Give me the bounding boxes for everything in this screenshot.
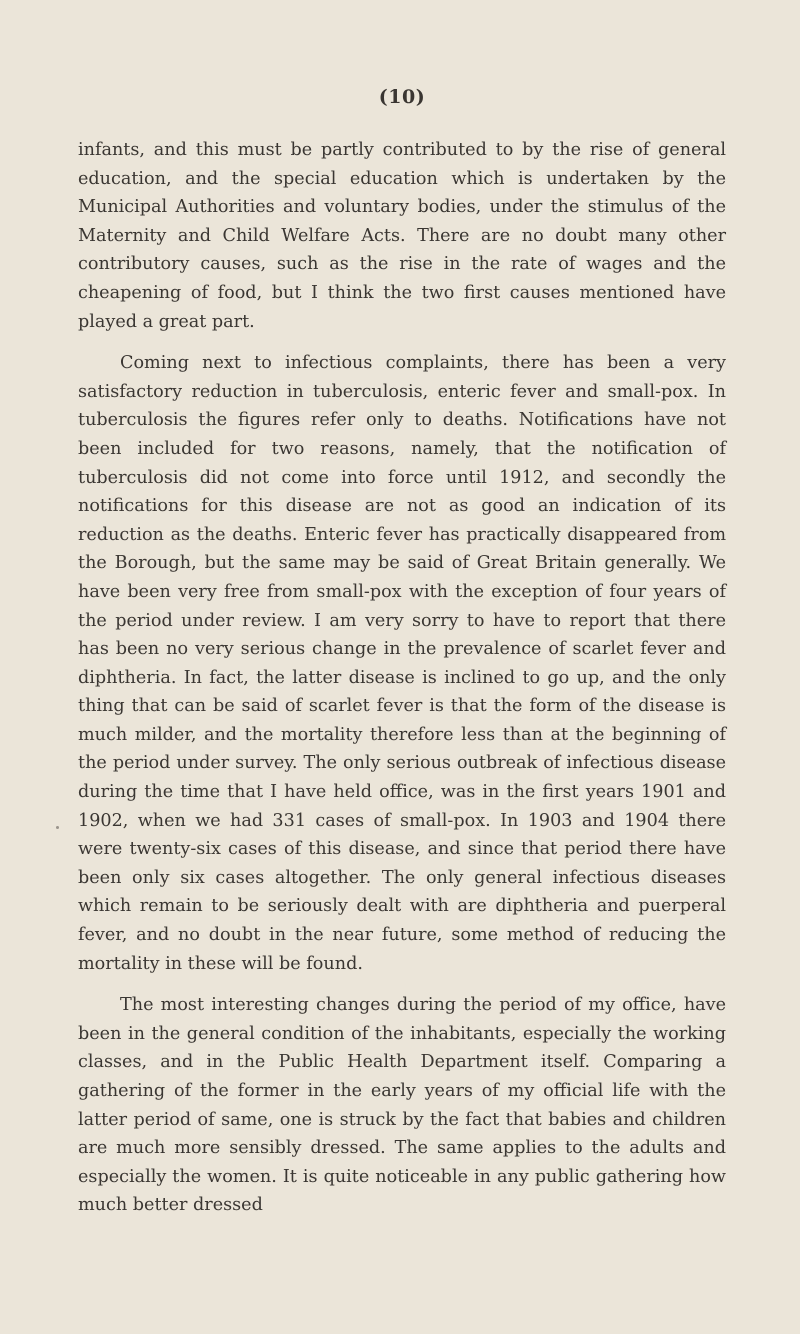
paragraph-2: Coming next to infectious complaints, there has been a very satisfactory reduction in tuberculosis, enteric fever and small-pox. In tuberculosis the figures refer only to deaths. Notifications have not been included for two reasons, namely, that the notification of tuberculosis did not come into force until 1912, and secondly the notifications for this disease are not as good an indication of its reduction as the deaths. Enteric fever has practically disappeared from the Borough, but the same may be said of Great Britain generally. We have been very free from small-pox with the exception of four years of the period under review. I am very sorry to have to report that there has been no very serious change in the prevalence of scarlet fever and diphtheria. In fact, the latter disease is inclined to go up, and the only thing that can be said of scarlet fever is that the form of the disease is much milder, and the mortality therefore less than at the beginning of the period under survey. The only serious outbreak of infectious disease during the time that I have held office, was in the first years 1901 and 1902, when we had 331 cases of small-pox. In 1903 and 1904 there were twenty-six cases of this disease, and since that period there have been only six cases altogether. The only general infectious diseases which remain to be seriously dealt with are diphtheria and puerperal fever, and no doubt in the near future, some method of reducing the mortality in these will be found. — [78, 353, 726, 974]
paper-speck — [56, 826, 59, 829]
paragraph-3: The most interesting changes during the period of my office, have been in the general condition of the inhabitants, especially the working classes, and in the Public Health Department itself. Comparing a gathering of the former in the early years of my official life with the latter period of same, one is struck by the fact that babies and children are much more sensibly dressed. The same applies to the adults and especially the women. It is quite noticeable in any public gathering how much better dressed — [78, 995, 726, 1216]
page-number: (10) — [378, 86, 426, 108]
paragraph-1: infants, and this must be partly contributed to by the rise of general education, and the special education which is undertaken by the Municipal Authorities and voluntary bodies, under the stimulus of the Maternity and Child Welfare Acts. There are no doubt many other contributory causes, such as the rise in the rate of wages and the cheapening of food, but I think the two first causes mentioned have played a great part. — [78, 140, 726, 332]
